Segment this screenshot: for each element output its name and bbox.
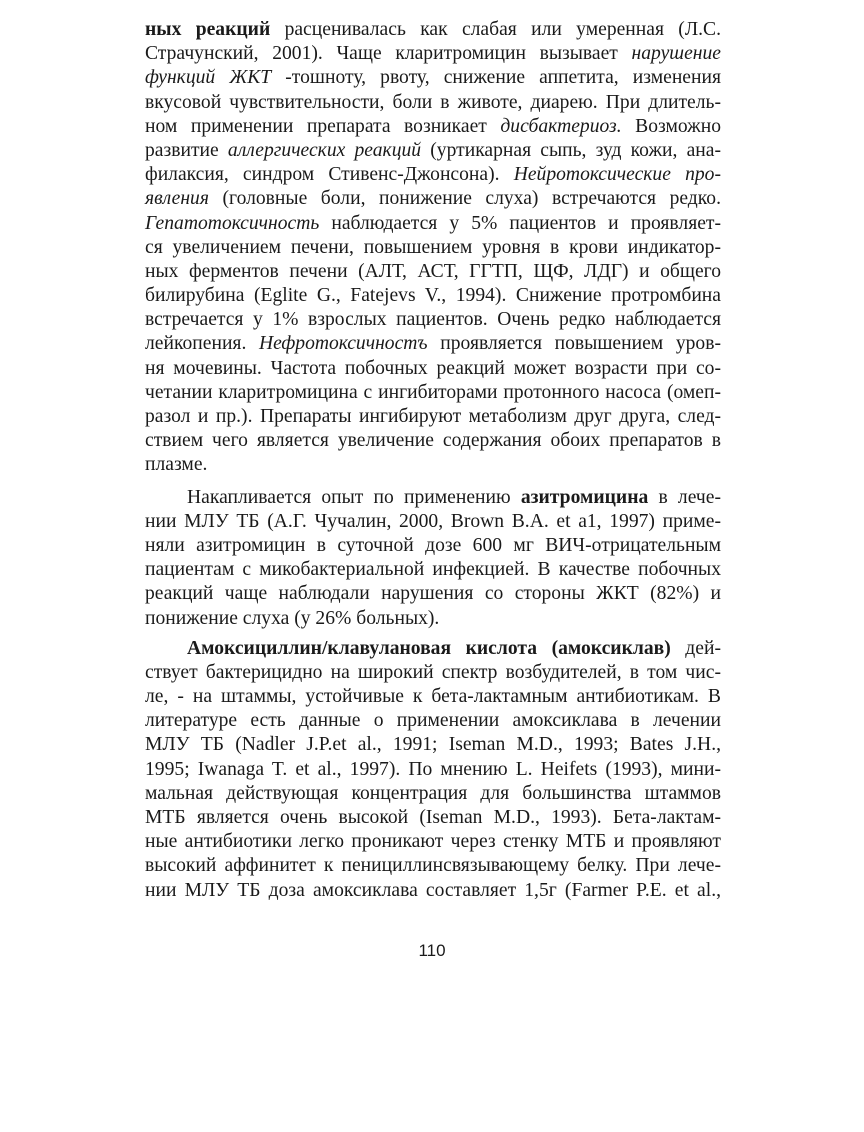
text-line	[145, 308, 721, 332]
text-line	[145, 332, 721, 356]
text-line	[145, 782, 721, 806]
page-number: 110	[418, 941, 446, 960]
text-segment: МТБ является очень высокой (Iseman M.D., 1993). Бета-лактам-	[145, 807, 721, 828]
text-segment: ся увеличением печени, повышением уровня в крови индикатор-	[145, 236, 721, 258]
text-segment: четании кларитромицина с ингибиторами протонного насоса (омеп-	[145, 381, 721, 403]
text-segment: проявляется повышением уров-	[427, 333, 721, 355]
text-line	[145, 357, 721, 381]
text-line	[145, 661, 721, 685]
text-line	[145, 879, 721, 903]
paragraph-clarithromycin-side-effects	[145, 18, 721, 478]
text-segment: ле, - на штаммы, устойчивые к бета-лактамным антибиотикам. В	[145, 686, 721, 708]
text-line	[145, 139, 721, 163]
text-line	[145, 709, 721, 733]
text-line	[145, 758, 721, 782]
text-line	[145, 558, 721, 582]
text-segment: няли азитромицин в суточной дозе 600 мг ВИЧ-отрицательным	[145, 534, 721, 556]
italic-term: аллергических реакций	[227, 139, 422, 161]
page-body	[145, 18, 721, 903]
text-segment: лейкопения.	[145, 333, 259, 355]
text-line	[145, 534, 721, 558]
text-line	[145, 453, 721, 477]
text-line	[145, 284, 721, 308]
text-segment: (головные боли, понижение слуха) встречаются редко.	[208, 188, 721, 210]
text-segment: МЛУ ТБ (Nadler J.P.et al., 1991; Iseman M.D., 1993; Bates J.H.,	[145, 734, 721, 756]
italic-term: нарушение	[631, 43, 721, 65]
paragraph-azithromycin	[145, 486, 721, 631]
text-segment: Накапливается опыт по применению	[187, 486, 521, 508]
text-line	[145, 163, 721, 187]
text-line	[145, 685, 721, 709]
text-segment: высокий аффинитет к пенициллинсвязывающему белку. При лече-	[145, 855, 721, 877]
italic-term: дисбактериоз.	[500, 115, 622, 137]
text-line	[145, 510, 721, 534]
text-line	[145, 486, 721, 510]
text-line	[145, 830, 721, 854]
text-segment: -тошноту, рвоту, снижение аппетита, изменения	[271, 67, 721, 89]
text-line	[145, 66, 721, 90]
text-line	[145, 637, 721, 661]
text-segment: билирубина (Eglite G., Fatejevs V., 1994). Снижение протромбина	[145, 285, 721, 307]
text-segment: мальная действующая концентрация для большинства штаммов	[145, 782, 721, 804]
paragraph-amoxiclav	[145, 637, 721, 903]
italic-term: Гепатотоксичность	[145, 212, 320, 234]
bold-term: азитромицина	[520, 486, 649, 508]
text-segment: Возможно	[621, 115, 721, 137]
italic-term: Нефротоксичностъ	[259, 333, 428, 355]
text-line	[145, 854, 721, 878]
text-segment: вкусовой чувствительности, боли в животе, диарею. При длитель-	[145, 91, 721, 113]
text-segment: ствием чего является увеличение содержания обоих препаратов в	[145, 430, 721, 452]
text-line	[145, 260, 721, 284]
text-line	[145, 42, 721, 66]
text-segment: литературе есть данные о применении амоксиклава в лечении	[145, 710, 721, 732]
text-segment: ном применении препарата возникает	[145, 115, 501, 137]
text-line	[145, 806, 721, 830]
text-line	[145, 18, 721, 42]
text-line	[145, 91, 721, 115]
italic-term: Нейротоксические про-	[513, 164, 721, 186]
text-segment: ные антибиотики легко проникают через стенку МТБ и проявляют	[145, 831, 721, 853]
text-segment: нии МЛУ ТБ доза амоксиклава составляет 1,5г (Farmer P.E. et al.,	[145, 879, 721, 901]
text-line	[145, 236, 721, 260]
text-segment: пациентам с микобактериальной инфекцией. В качестве побочных	[145, 559, 721, 581]
text-line	[145, 187, 721, 211]
text-segment: в лече-	[648, 486, 721, 508]
italic-term: явления	[145, 188, 209, 210]
text-segment: 1995; Iwanaga T. et al., 1997). По мнению L. Heifets (1993), мини-	[145, 758, 721, 780]
text-segment: наблюдается у 5% пациентов и проявляет-	[319, 212, 721, 234]
text-segment: разол и пр.). Препараты ингибируют метаболизм друг друга, след-	[145, 406, 721, 427]
text-line	[145, 429, 721, 453]
text-line	[145, 115, 721, 139]
text-segment: развитие	[145, 139, 228, 161]
text-line	[145, 405, 721, 429]
bold-term: ных реакций	[145, 19, 271, 40]
text-segment: реакций чаще наблюдали нарушения со стороны ЖКТ (82%) и	[145, 583, 721, 605]
text-segment: встречается у 1% взрослых пациентов. Очень редко наблюдается	[145, 309, 721, 331]
text-segment: (уртикарная сыпь, зуд кожи, ана-	[421, 139, 721, 161]
text-segment: понижение слуха (у 26% больных).	[145, 607, 440, 629]
italic-term: функций ЖКТ	[145, 67, 272, 89]
text-segment: ствует бактерицидно на широкий спектр возбудителей, в том чис-	[145, 661, 721, 683]
bold-term: Амоксициллин/клавулановая кислота (амоксиклав)	[187, 637, 671, 659]
text-line	[145, 381, 721, 405]
text-segment: ня мочевины. Частота побочных реакций может возрасти при со-	[145, 357, 721, 379]
text-line	[145, 607, 721, 631]
text-segment: ных ферментов печени (АЛТ, АСТ, ГГТП, ЩФ, ЛДГ) и общего	[145, 260, 721, 282]
text-line	[145, 212, 721, 236]
text-segment: плазме.	[145, 454, 208, 476]
text-segment: дей-	[670, 637, 721, 659]
text-segment: нии МЛУ ТБ (А.Г. Чучалин, 2000, Brown B.A. et a1, 1997) приме-	[145, 510, 721, 532]
text-segment: Страчунский, 2001). Чаще кларитромицин вызывает	[145, 43, 632, 65]
text-line	[145, 582, 721, 606]
text-segment: филаксия, синдром Стивенс-Джонсона).	[145, 164, 514, 186]
text-line	[145, 733, 721, 757]
text-segment: расценивалась как слабая или умеренная (Л.С.	[270, 19, 721, 40]
